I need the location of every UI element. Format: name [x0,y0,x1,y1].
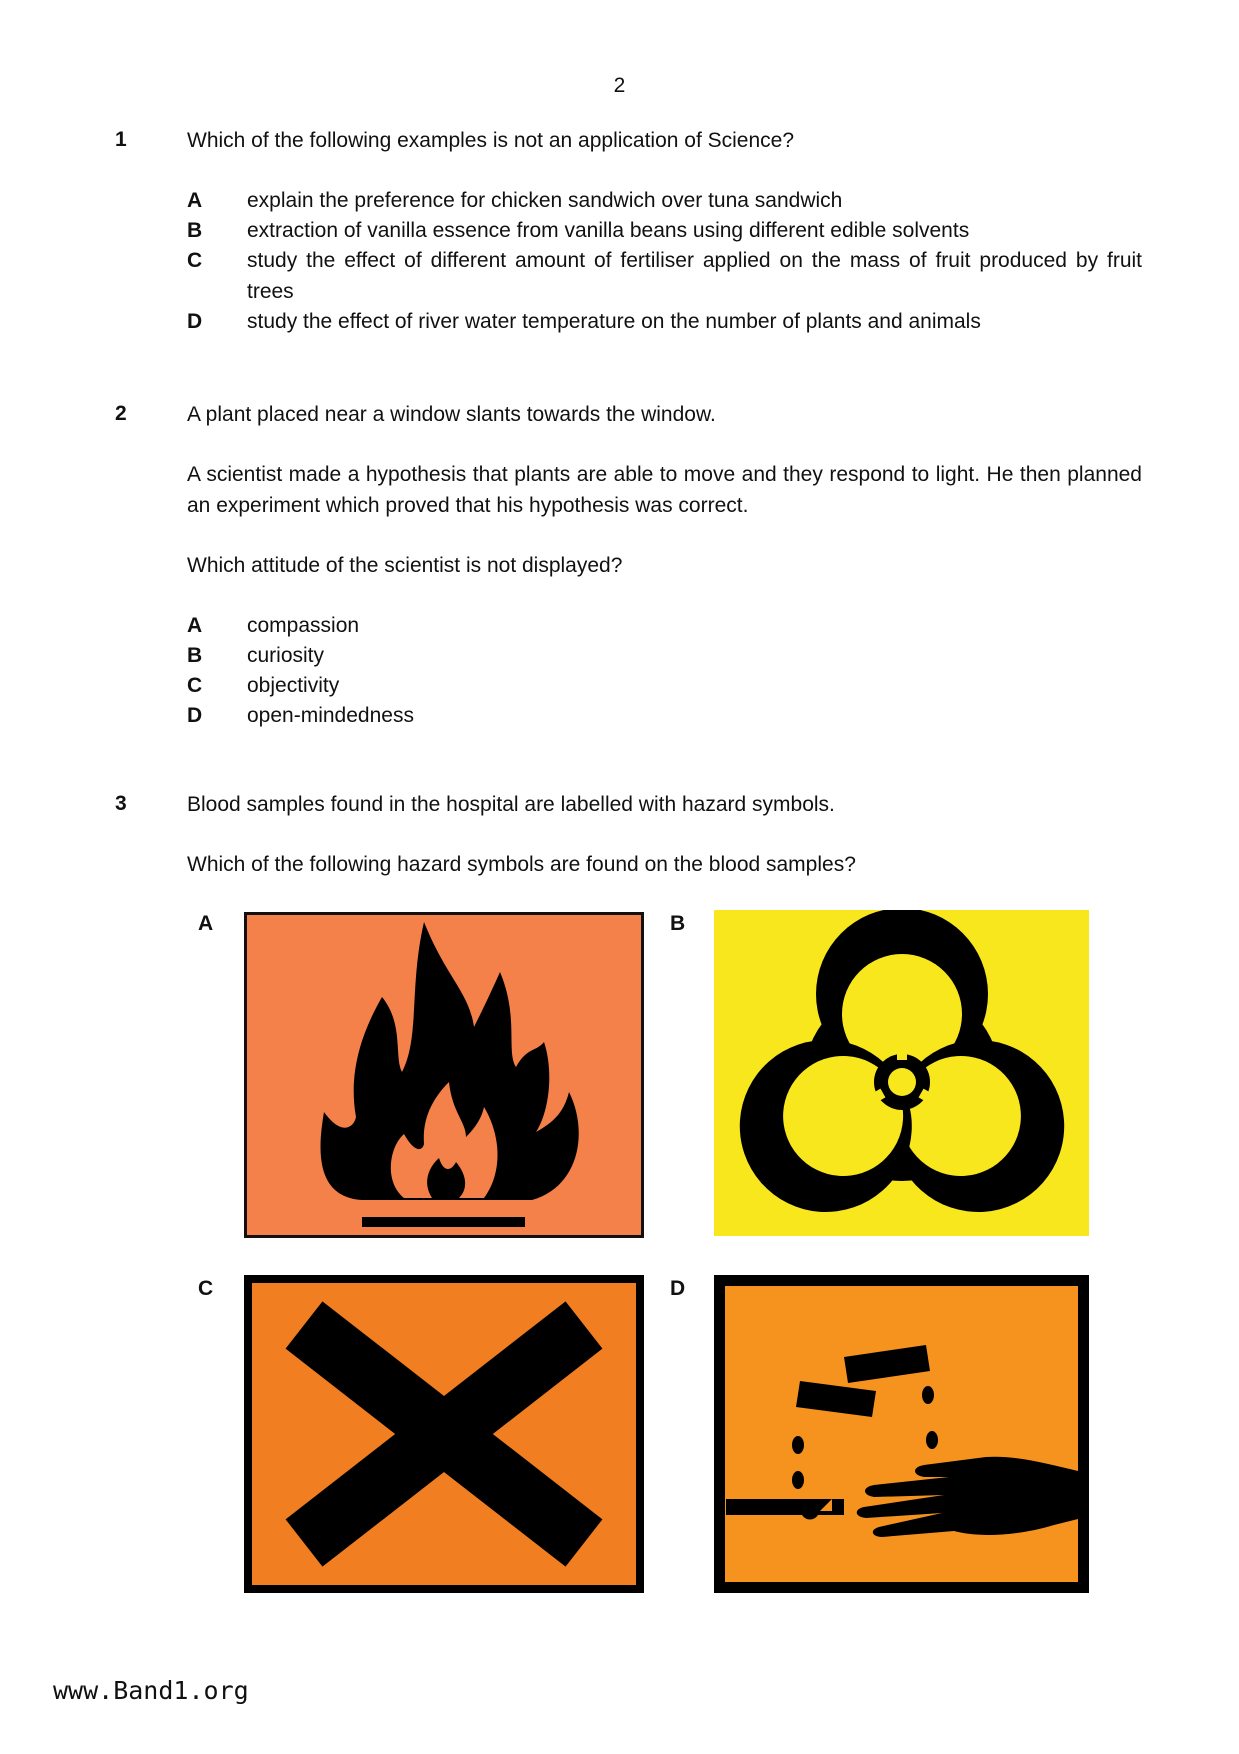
question-text: A plant placed near a window slants towards the window. [187,403,716,426]
symbol-letter: B [670,912,686,935]
option-letter: C [187,674,203,697]
symbol-letter: A [198,912,214,935]
option-text: explain the preference for chicken sandwich over tuna sandwich [247,189,843,212]
option-text: study the effect of different amount of fertiliser applied on the mass of fruit produced by fruit trees [247,249,1142,303]
question-number: 1 [115,128,127,151]
option[interactable] [187,610,1142,641]
question-text: Which attitude of the scientist is not displayed? [187,554,623,577]
option[interactable] [187,185,1142,216]
hazard-symbol-d[interactable] [714,1275,1089,1593]
option-text: extraction of vanilla essence from vanilla beans using different edible solvents [247,219,970,242]
option-letter: B [187,644,203,667]
option-text: study the effect of river water temperature on the number of plants and animals [247,310,981,333]
option[interactable] [187,700,1142,731]
footer-url: www.Band1.org [53,1676,249,1705]
option-letter: A [187,614,203,637]
option-letter: B [187,219,203,242]
option-text: objectivity [247,674,340,697]
option[interactable] [187,245,1142,307]
option[interactable] [187,640,1142,671]
hazard-symbol-a[interactable] [244,912,644,1238]
option-letter: D [187,310,203,333]
option-text: curiosity [247,644,325,667]
question-text: Which of the following examples is not an application of Science? [187,129,795,152]
question-number: 2 [115,402,127,425]
option[interactable] [187,215,1142,246]
option[interactable] [187,306,1142,337]
option-letter: A [187,189,203,212]
page-number: 2 [613,74,626,97]
corrosive-icon [714,1275,1089,1593]
question-text: Blood samples found in the hospital are labelled with hazard symbols. [187,793,835,816]
hazard-symbol-c[interactable] [244,1275,644,1593]
biohazard-icon [714,910,1089,1236]
symbol-letter: D [670,1277,686,1300]
hazard-symbol-b[interactable] [714,910,1089,1236]
symbol-letter: C [198,1277,214,1300]
option-letter: C [187,249,203,272]
question-text: A scientist made a hypothesis that plants are able to move and they respond to light. He then planned an experiment which proved that his hypothesis was correct. [187,463,1142,517]
option-text: compassion [247,614,360,637]
option-letter: D [187,704,203,727]
question-number: 3 [115,792,127,815]
flammable-icon [244,912,644,1238]
option[interactable] [187,670,1142,701]
harmful-irritant-icon [244,1275,644,1593]
question-text: Which of the following hazard symbols are found on the blood samples? [187,853,856,876]
option-text: open-mindedness [247,704,414,727]
